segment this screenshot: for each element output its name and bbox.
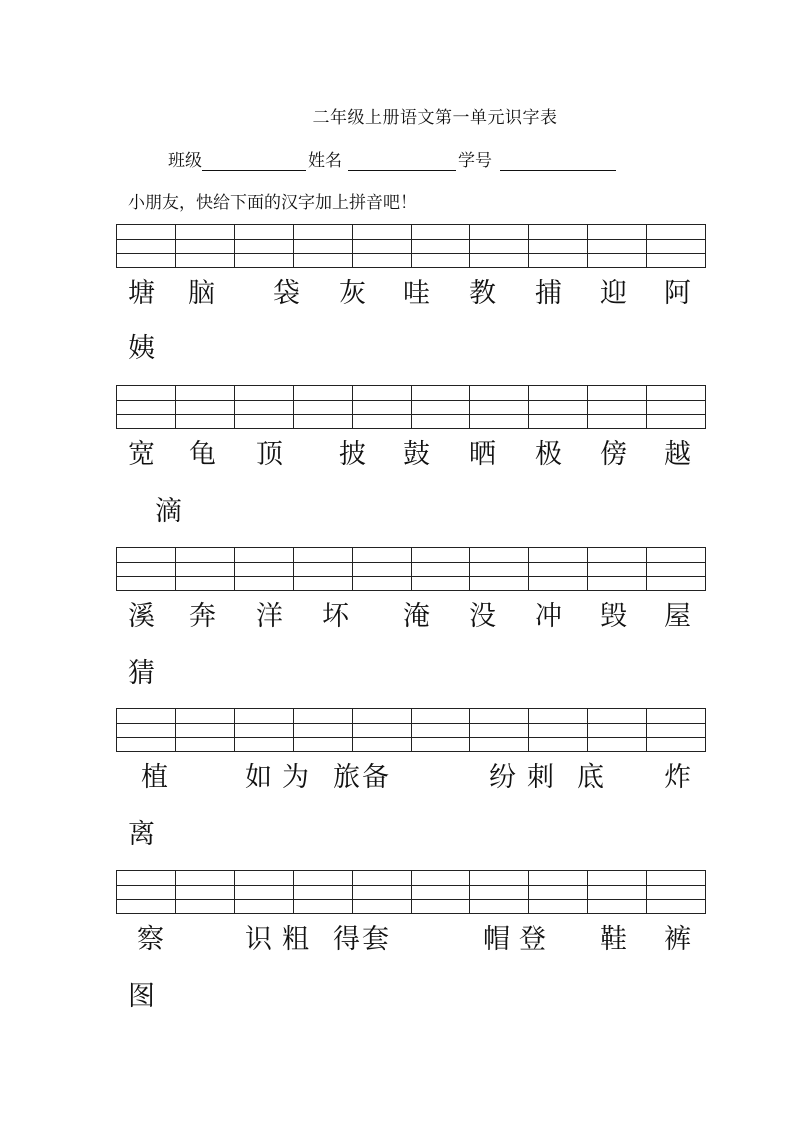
pinyin-cell[interactable] [647, 709, 705, 751]
hanzi-char: 教 [469, 278, 496, 309]
pinyin-cell[interactable] [529, 871, 588, 913]
pinyin-grid-1[interactable] [116, 224, 706, 268]
hanzi-char: 如 [245, 762, 272, 793]
pinyin-cell[interactable] [294, 548, 353, 590]
hanzi-char: 没 [469, 601, 496, 632]
hanzi-char: 脑 [188, 278, 215, 309]
name-label: 姓名 [308, 151, 342, 171]
student-info-row [168, 146, 618, 171]
pinyin-cell[interactable] [176, 386, 235, 428]
hanzi-char: 鼓 [403, 439, 430, 470]
hanzi-char: 纷 [489, 762, 516, 793]
pinyin-cell[interactable] [529, 386, 588, 428]
hanzi-char: 披 [339, 439, 366, 470]
pinyin-cell[interactable] [294, 225, 353, 267]
pinyin-cell[interactable] [588, 871, 647, 913]
pinyin-cell[interactable] [588, 709, 647, 751]
name-blank[interactable] [348, 152, 456, 171]
pinyin-cell[interactable] [117, 548, 176, 590]
hanzi-char: 离 [128, 819, 155, 850]
hanzi-char: 越 [664, 439, 691, 470]
hanzi-char: 图 [128, 981, 155, 1012]
pinyin-cell[interactable] [294, 386, 353, 428]
pinyin-cell[interactable] [412, 386, 471, 428]
number-label: 学号 [458, 151, 492, 171]
pinyin-cell[interactable] [353, 548, 412, 590]
hanzi-char: 顶 [256, 439, 283, 470]
instruction-text: 小朋友，快给下面的汉字加上拼音吧！ [128, 193, 417, 213]
pinyin-cell[interactable] [176, 871, 235, 913]
pinyin-cell[interactable] [588, 225, 647, 267]
hanzi-char: 旅 [333, 762, 360, 793]
pinyin-cell[interactable] [647, 225, 705, 267]
pinyin-cell[interactable] [470, 548, 529, 590]
pinyin-grid-2[interactable] [116, 385, 706, 429]
page-title: 二年级上册语文第一单元识字表 [312, 108, 558, 128]
hanzi-char: 察 [137, 924, 164, 955]
hanzi-char: 灰 [339, 278, 366, 309]
pinyin-cell[interactable] [412, 709, 471, 751]
pinyin-grid-4[interactable] [116, 708, 706, 752]
pinyin-cell[interactable] [294, 709, 353, 751]
hanzi-char: 毁 [600, 601, 627, 632]
pinyin-cell[interactable] [117, 871, 176, 913]
pinyin-cell[interactable] [235, 386, 294, 428]
hanzi-char: 哇 [403, 278, 430, 309]
hanzi-char: 鞋 [600, 924, 627, 955]
pinyin-cell[interactable] [353, 386, 412, 428]
hanzi-char: 塘 [128, 278, 155, 309]
pinyin-cell[interactable] [235, 709, 294, 751]
hanzi-char: 奔 [189, 601, 216, 632]
pinyin-cell[interactable] [294, 871, 353, 913]
pinyin-cell[interactable] [412, 225, 471, 267]
pinyin-cell[interactable] [176, 709, 235, 751]
pinyin-cell[interactable] [470, 225, 529, 267]
pinyin-cell[interactable] [353, 225, 412, 267]
hanzi-char: 迎 [600, 278, 627, 309]
pinyin-cell[interactable] [470, 709, 529, 751]
pinyin-cell[interactable] [235, 225, 294, 267]
hanzi-char: 裤 [664, 924, 691, 955]
pinyin-grid-5[interactable] [116, 870, 706, 914]
hanzi-char: 淹 [403, 601, 430, 632]
pinyin-cell[interactable] [117, 709, 176, 751]
hanzi-char: 炸 [664, 762, 691, 793]
pinyin-cell[interactable] [647, 871, 705, 913]
hanzi-char: 极 [535, 439, 562, 470]
pinyin-cell[interactable] [412, 871, 471, 913]
hanzi-char: 冲 [535, 601, 562, 632]
hanzi-char: 宽 [128, 439, 155, 470]
pinyin-cell[interactable] [588, 386, 647, 428]
pinyin-cell[interactable] [235, 548, 294, 590]
pinyin-cell[interactable] [529, 225, 588, 267]
hanzi-char: 阿 [664, 278, 691, 309]
hanzi-char: 刺 [527, 762, 554, 793]
pinyin-cell[interactable] [117, 386, 176, 428]
class-blank[interactable] [202, 152, 306, 171]
hanzi-char: 龟 [189, 439, 216, 470]
hanzi-char: 植 [141, 762, 168, 793]
pinyin-cell[interactable] [176, 225, 235, 267]
pinyin-cell[interactable] [176, 548, 235, 590]
pinyin-cell[interactable] [412, 548, 471, 590]
hanzi-char: 猜 [128, 658, 155, 689]
pinyin-cell[interactable] [529, 709, 588, 751]
hanzi-char: 滴 [155, 496, 182, 527]
pinyin-cell[interactable] [353, 871, 412, 913]
hanzi-char: 帽 [483, 924, 510, 955]
hanzi-char: 粗 [282, 924, 309, 955]
pinyin-cell[interactable] [647, 548, 705, 590]
hanzi-char: 屋 [664, 601, 691, 632]
pinyin-cell[interactable] [235, 871, 294, 913]
pinyin-grid-3[interactable] [116, 547, 706, 591]
hanzi-char: 为 [282, 762, 309, 793]
class-label: 班级 [168, 151, 202, 171]
hanzi-char: 备 [362, 762, 389, 793]
number-blank[interactable] [500, 152, 616, 171]
hanzi-char: 识 [245, 924, 272, 955]
hanzi-char: 傍 [600, 439, 627, 470]
hanzi-char: 底 [577, 762, 604, 793]
hanzi-char: 登 [519, 924, 546, 955]
hanzi-char: 坏 [322, 601, 349, 632]
pinyin-cell[interactable] [529, 548, 588, 590]
hanzi-char: 捕 [535, 278, 562, 309]
pinyin-cell[interactable] [588, 548, 647, 590]
hanzi-char: 溪 [128, 601, 155, 632]
hanzi-char: 袋 [273, 278, 300, 309]
pinyin-cell[interactable] [117, 225, 176, 267]
hanzi-char: 得 [333, 924, 360, 955]
pinyin-cell[interactable] [470, 871, 529, 913]
hanzi-char: 洋 [256, 601, 283, 632]
hanzi-char: 晒 [469, 439, 496, 470]
pinyin-cell[interactable] [353, 709, 412, 751]
hanzi-char: 姨 [128, 333, 155, 364]
pinyin-cell[interactable] [647, 386, 705, 428]
hanzi-char: 套 [362, 924, 389, 955]
pinyin-cell[interactable] [470, 386, 529, 428]
